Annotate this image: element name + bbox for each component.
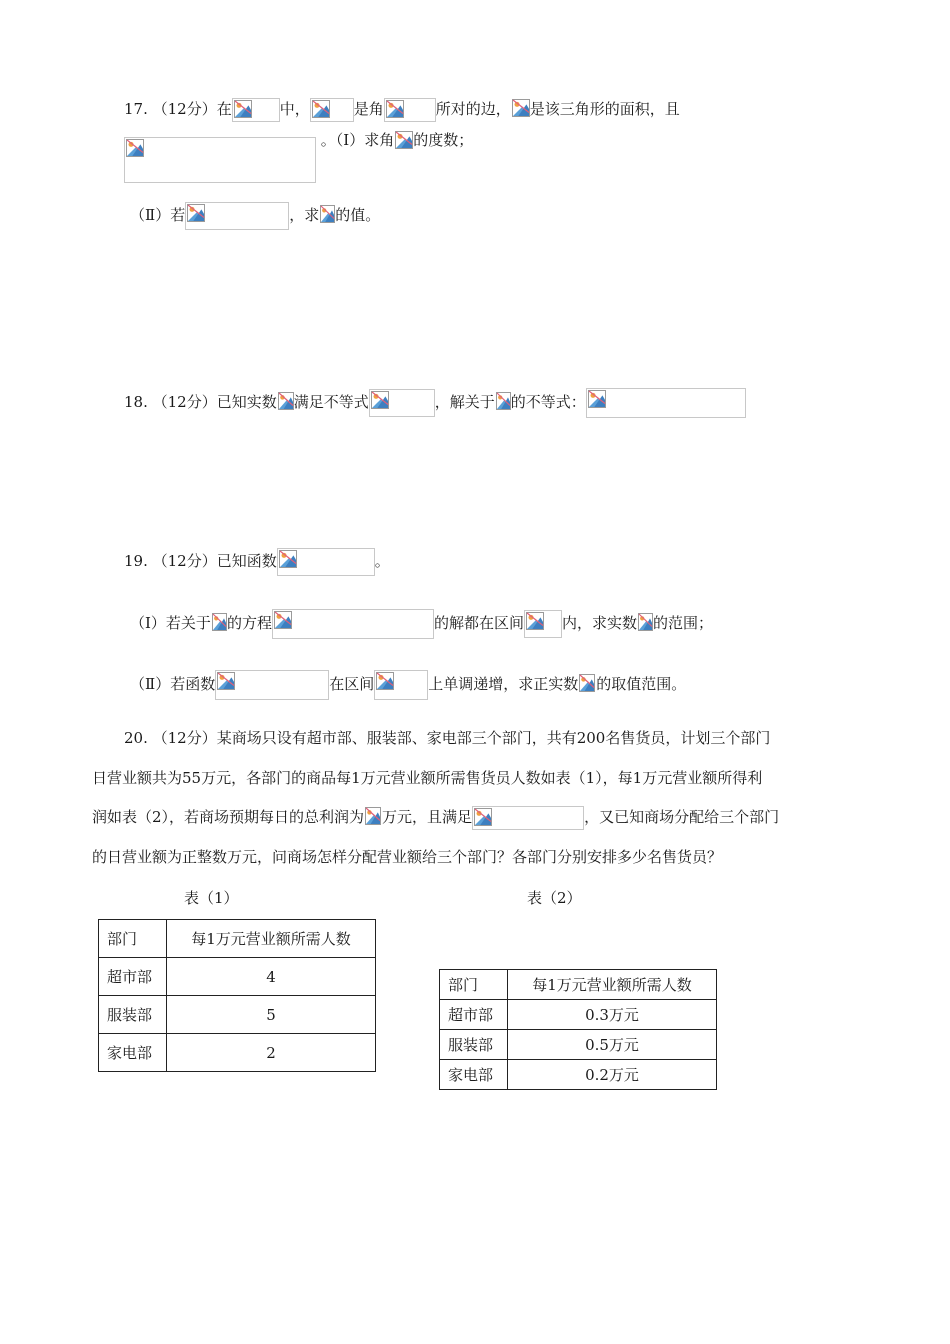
q19-text: 在区间 (329, 675, 375, 693)
broken-image-icon (278, 392, 294, 410)
q19-text: （Ⅱ）若函数 (130, 675, 216, 693)
broken-image-icon (496, 392, 511, 410)
q20-line3 (92, 806, 779, 830)
q17-text: 是该三角形的面积，且 (529, 100, 680, 118)
q19-line1 (124, 548, 390, 576)
formula-image (472, 806, 584, 830)
table2-cell: 0.2万元 (508, 1060, 717, 1090)
q17-line2 (124, 131, 474, 183)
formula-image (319, 204, 335, 228)
q19-line3 (130, 670, 686, 700)
q19-text: 。 (374, 552, 390, 570)
q18-score: （12分） (152, 393, 217, 411)
broken-image-icon (474, 808, 492, 826)
formula-image (511, 98, 530, 122)
q19-number: 19. (124, 552, 148, 570)
q17-text: 的值。 (335, 206, 381, 224)
table1-header: 部门 (99, 920, 167, 958)
q20-text: ，又已知商场分配给三个部门 (584, 808, 780, 826)
q17-text: ，求 (289, 206, 320, 224)
formula-image (310, 98, 354, 122)
q20-text: 润如表（2），若商场预期每日的总利润为 (92, 808, 365, 826)
broken-image-icon (512, 99, 530, 117)
table2-cell: 家电部 (440, 1060, 508, 1090)
q19-text: 已知函数 (216, 552, 277, 570)
q17-line1 (124, 98, 680, 122)
table1-cell: 2 (167, 1034, 376, 1072)
broken-image-icon (365, 807, 381, 825)
q18-number: 18. (124, 393, 148, 411)
formula-image (578, 673, 596, 697)
table1-cell: 服装部 (99, 996, 167, 1034)
broken-image-icon (234, 100, 252, 118)
broken-image-icon (212, 613, 227, 631)
broken-image-icon (217, 672, 235, 690)
table1-caption: 表（1） (184, 889, 239, 907)
q17-text: 。（Ⅰ）求角 (320, 131, 395, 149)
q19-score: （12分） (152, 552, 217, 570)
broken-image-icon (579, 674, 595, 692)
formula-image (374, 670, 428, 700)
formula-image (637, 612, 653, 636)
formula-image (124, 137, 316, 183)
formula-image (495, 391, 511, 415)
q17-text: 中， (279, 100, 310, 118)
table1-cell: 超市部 (99, 958, 167, 996)
broken-image-icon (371, 391, 389, 409)
q20-text: 万元，且满足 (382, 808, 473, 826)
broken-image-icon (320, 205, 335, 223)
table2-header: 部门 (440, 970, 508, 1000)
q18-line (124, 388, 746, 418)
table2-cell: 0.3万元 (508, 1000, 717, 1030)
formula-image (215, 670, 329, 700)
broken-image-icon (526, 612, 544, 630)
broken-image-icon (395, 131, 413, 149)
q19-text: 内，求实数 (561, 614, 637, 632)
formula-image (211, 612, 227, 636)
table1-cell: 5 (167, 996, 376, 1034)
formula-image (394, 130, 413, 152)
broken-image-icon (312, 100, 330, 118)
table2-cell: 服装部 (440, 1030, 508, 1060)
table2 (439, 969, 717, 1090)
broken-image-icon (274, 611, 292, 629)
q19-text: （Ⅰ）若关于 (130, 614, 211, 632)
broken-image-icon (126, 139, 144, 157)
q20-line4: 的日营业额为正整数万元，问商场怎样分配营业额给三个部门？各部门分别安排多少名售货员？ (92, 848, 723, 866)
table2-header: 每1万元营业额所需人数 (508, 970, 717, 1000)
q17-text: 所对的边， (435, 100, 511, 118)
formula-image (524, 610, 562, 638)
q17-score: （12分） (152, 100, 217, 118)
q17-line3 (130, 202, 380, 230)
q20-line1: 20. （12分）某商场只设有超市部、服装部、家电部三个部门，共有200名售货员，计划三个部门 (124, 729, 771, 747)
q19-text: 的方程 (226, 614, 272, 632)
q19-text: 的解都在区间 (433, 614, 524, 632)
q19-text: 上单调递增，求正实数 (428, 675, 579, 693)
q20-line2: 日营业额共为55万元，各部门的商品每1万元营业额所需售货员人数如表（1），每1万元营业额所得利 (92, 769, 763, 787)
formula-image (232, 98, 280, 122)
formula-image (369, 389, 435, 417)
table1-cell: 4 (167, 958, 376, 996)
q17-text: 在 (216, 100, 232, 118)
formula-image (277, 548, 375, 576)
formula-image (185, 202, 289, 230)
q18-text: ，解关于 (434, 393, 495, 411)
formula-image (586, 388, 746, 418)
table1-cell: 家电部 (99, 1034, 167, 1072)
q17-text: 是角 (353, 100, 384, 118)
table1 (98, 919, 376, 1072)
broken-image-icon (279, 550, 297, 568)
formula-image (384, 98, 436, 122)
formula-image (272, 609, 434, 639)
q17-text: 的度数； (413, 131, 474, 149)
broken-image-icon (638, 613, 653, 631)
q17-number: 17. (124, 100, 148, 118)
table1-header: 每1万元营业额所需人数 (167, 920, 376, 958)
q18-text: 的不等式： (510, 393, 586, 411)
formula-image (277, 391, 294, 415)
q18-text: 已知实数 (216, 393, 277, 411)
table2-cell: 0.5万元 (508, 1030, 717, 1060)
formula-image (364, 806, 382, 830)
broken-image-icon (376, 672, 394, 690)
table2-cell: 超市部 (440, 1000, 508, 1030)
q19-text: 的取值范围。 (596, 675, 687, 693)
table2-caption: 表（2） (527, 889, 582, 907)
broken-image-icon (588, 390, 606, 408)
q17-text: （Ⅱ）若 (130, 206, 186, 224)
broken-image-icon (187, 204, 205, 222)
q18-text: 满足不等式 (293, 393, 369, 411)
broken-image-icon (386, 100, 404, 118)
q19-text: 的范围； (652, 614, 713, 632)
q19-line2 (130, 609, 713, 639)
